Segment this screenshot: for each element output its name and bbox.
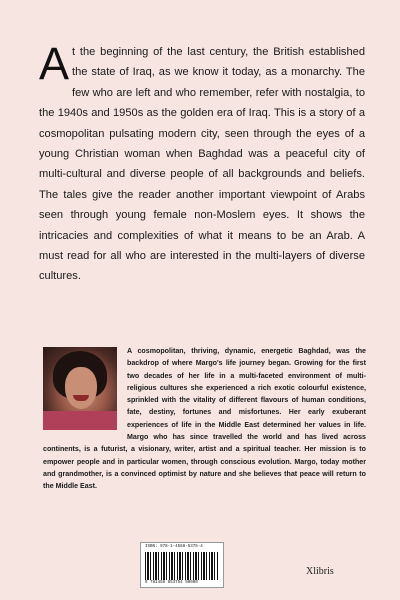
barcode-bars (145, 552, 219, 580)
author-bio-text: A cosmopolitan, thriving, dynamic, energetic Baghdad, was the backdrop of where Margo's life journey began. Growing for the first two decades of her life in a multi-faceted environment of multi-religious cultures she experienced a rich exotic colourful existence, sprinkled with the vitality of different flavours of human conditions, fate, destiny, fortunes and misfortunes. Her early exuberant experiences of life in the Middle East determined her values in life. Margo who has since travelled the world and has lived across continents, is a futurist, a visionary, writer, artist and a spiritual teacher. Her mission is to empower people and in particular women, through conscious evolution. Margo, today mother and grandmother, is a convinced optimist by nature and she believes that peace will return to the Middle East. (43, 347, 366, 491)
back-cover-blurb (39, 38, 365, 287)
author-bio-section (43, 345, 366, 493)
barcode-digits (145, 581, 198, 585)
blurb-text: t the beginning of the last century, the British established the state of Iraq, as we know it today, as a monarchy. The few who are left and who remember, refer with nostalgia, to the 1940s and 1950s as the golden era of Iraq. This is a story of a cosmopolitan pulsating modern city, seen through the eyes of a young Christian woman when Baghdad was a peaceful city of multi-cultural and diverse people of all backgrounds and beliefs. The tales give the reader another important viewpoint of Arabs seen through young female non-Moslem eyes. It shows the intricacies and complexities of what it means to be an Arab. A must read for all who are interested in the multi-layers of diverse cultures. (39, 46, 365, 283)
isbn-barcode (140, 542, 224, 588)
drop-cap: A (39, 38, 70, 89)
author-photo (43, 347, 117, 430)
publisher-logo: Xlibris (306, 566, 334, 577)
ean-digits: 9 781456 853754 (145, 581, 183, 585)
isbn-label: ISBN: 978-1-4568-5375-4 (145, 545, 203, 549)
price-code: 90000 (185, 581, 198, 585)
